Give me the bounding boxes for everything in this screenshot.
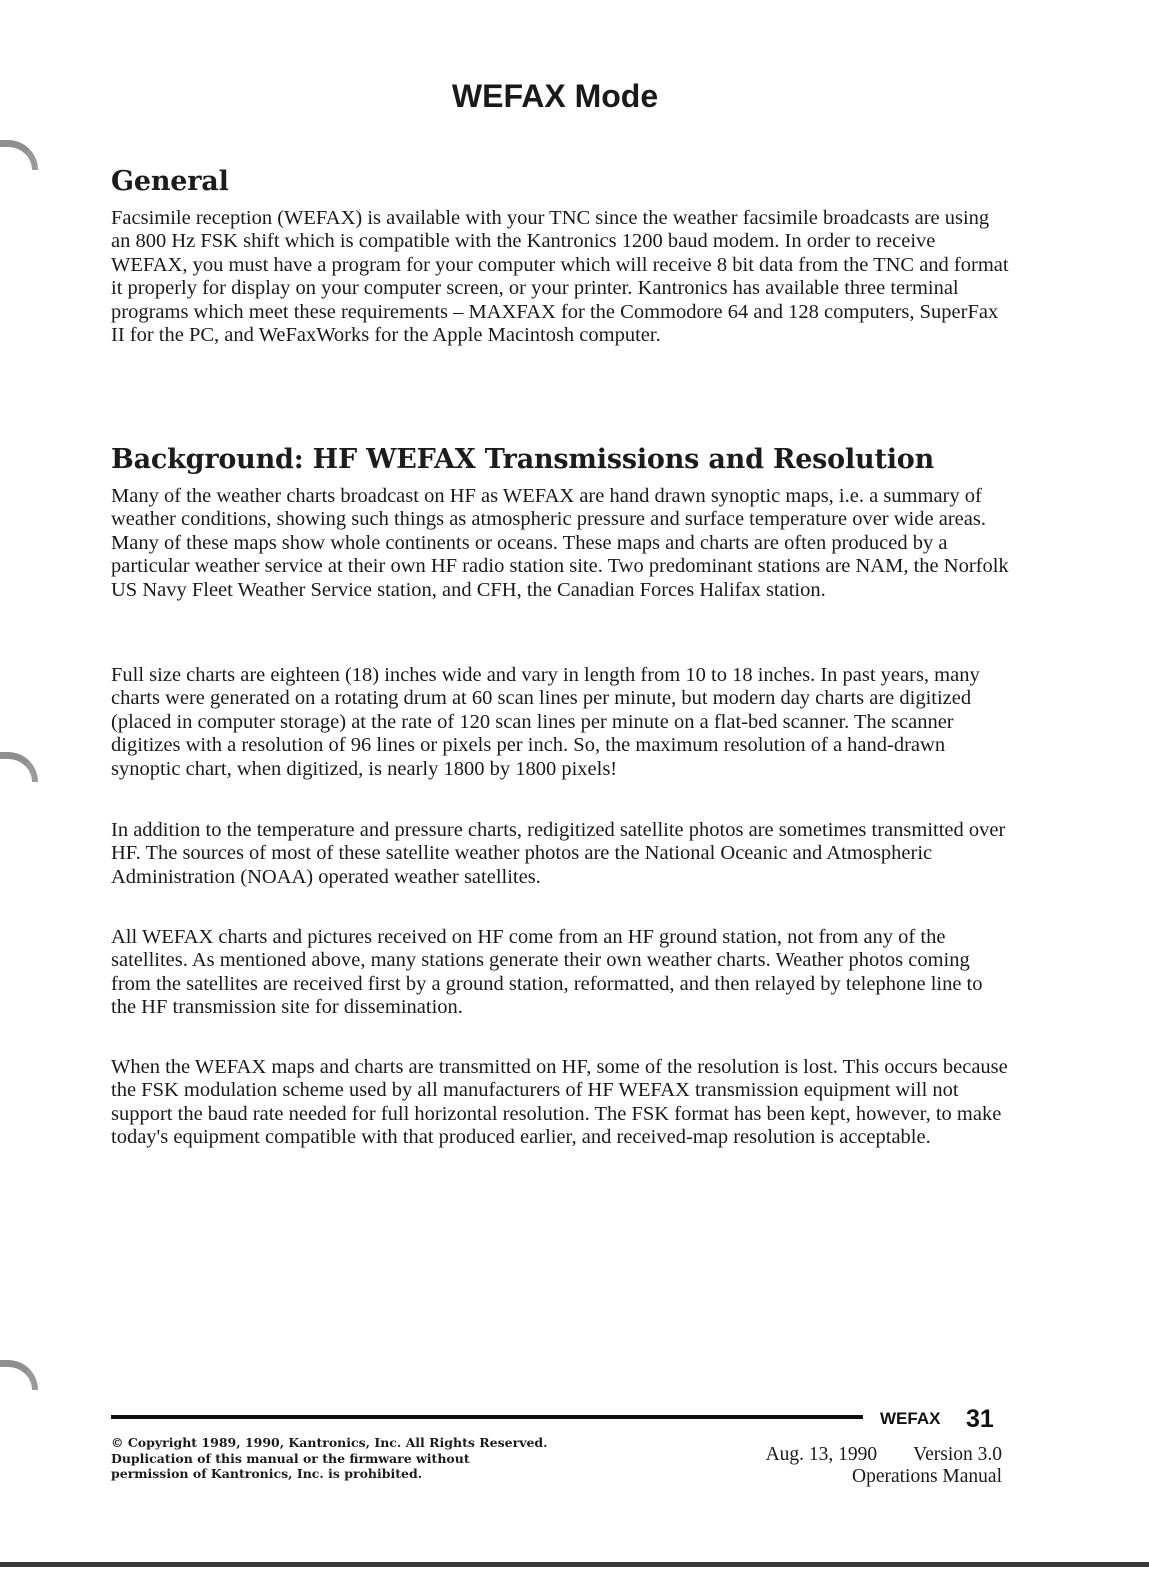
section-heading-general: General	[111, 166, 229, 197]
copyright-notice	[111, 1435, 581, 1482]
footer-version: Version 3.0	[913, 1444, 1002, 1465]
paragraph-general-1: Facsimile reception (WEFAX) is available with your TNC since the weather facsimile broadcasts are using an 800 Hz FSK shift which is compatible with the Kantronics 1200 baud modem. In order to receive WEFAX, you must have a program for your computer which will receive 8 bit data from the TNC and format it properly for display on your computer screen, or your printer. Kantronics has available three terminal programs which meet these requirements – MAXFAX for the Commodore 64 and 128 computers, SuperFax II for the PC, and WeFaxWorks for the Apple Macintosh computer.	[111, 207, 1009, 347]
copyright-line-1: © Copyright 1989, 1990, Kantronics, Inc. All Rights Reserved.	[111, 1435, 548, 1450]
binder-hole-mark-top	[0, 140, 38, 170]
paragraph-background-1: Many of the weather charts broadcast on HF as WEFAX are hand drawn synoptic maps, i.e. a summary of weather conditions, showing such things as atmospheric pressure and surface temperature over wide areas. Many of these maps show whole continents or oceans. These maps and charts are often produced by a particular weather service at their own HF radio station site. Two predominant stations are NAM, the Norfolk US Navy Fleet Weather Service station, and CFH, the Canadian Forces Halifax station.	[111, 485, 1009, 601]
footer-section-name: WEFAX	[880, 1409, 941, 1428]
page-title: WEFAX Mode	[451, 78, 659, 114]
footer-rule	[111, 1415, 863, 1419]
copyright-line-2: Duplication of this manual or the firmware without	[111, 1450, 470, 1466]
copyright-line-3: permission of Kantronics, Inc. is prohibited.	[111, 1466, 423, 1481]
section-heading-background: Background: HF WEFAX Transmissions and Resolution	[111, 444, 935, 475]
footer-page-number: 31	[966, 1405, 994, 1433]
binder-hole-mark-middle	[0, 752, 38, 782]
binder-hole-mark-bottom	[0, 1360, 38, 1390]
footer-date-version	[720, 1444, 1002, 1466]
paragraph-background-2: Full size charts are eighteen (18) inches wide and vary in length from 10 to 18 inches. In past years, many charts were generated on a rotating drum at 60 scan lines per minute, but modern day charts are digitized (placed in computer storage) at the rate of 120 scan lines per minute on a flat-bed scanner. The scanner digitizes with a resolution of 96 lines or pixels per inch. So, the maximum resolution of a hand-drawn synoptic chart, when digitized, is nearly 1800 by 1800 pixels!	[111, 664, 980, 780]
page-bottom-edge	[0, 1562, 1149, 1567]
paragraph-background-4: All WEFAX charts and pictures received on HF come from an HF ground station, not from any of the satellites. As mentioned above, many stations generate their own weather charts. Weather photos coming from the satellites are received first by a ground station, reformatted, and then relayed by telephone line to the HF transmission site for dissemination.	[111, 926, 983, 1019]
footer-date: Aug. 13, 1990	[765, 1444, 878, 1465]
paragraph-background-5: When the WEFAX maps and charts are transmitted on HF, some of the resolution is lost. This occurs because the FSK modulation scheme used by all manufacturers of HF WEFAX transmission equipment will not support the baud rate needed for full horizontal resolution. The FSK format has been kept, however, to make today's equipment compatible with that produced earlier, and received-map resolution is acceptable.	[111, 1056, 1008, 1149]
paragraph-background-3: In addition to the temperature and pressure charts, redigitized satellite photos are sometimes transmitted over HF. The sources of most of these satellite weather photos are the National Oceanic and Atmospheric Administration (NOAA) operated weather satellites.	[111, 819, 1006, 888]
footer-manual-name: Operations Manual	[851, 1466, 1002, 1487]
